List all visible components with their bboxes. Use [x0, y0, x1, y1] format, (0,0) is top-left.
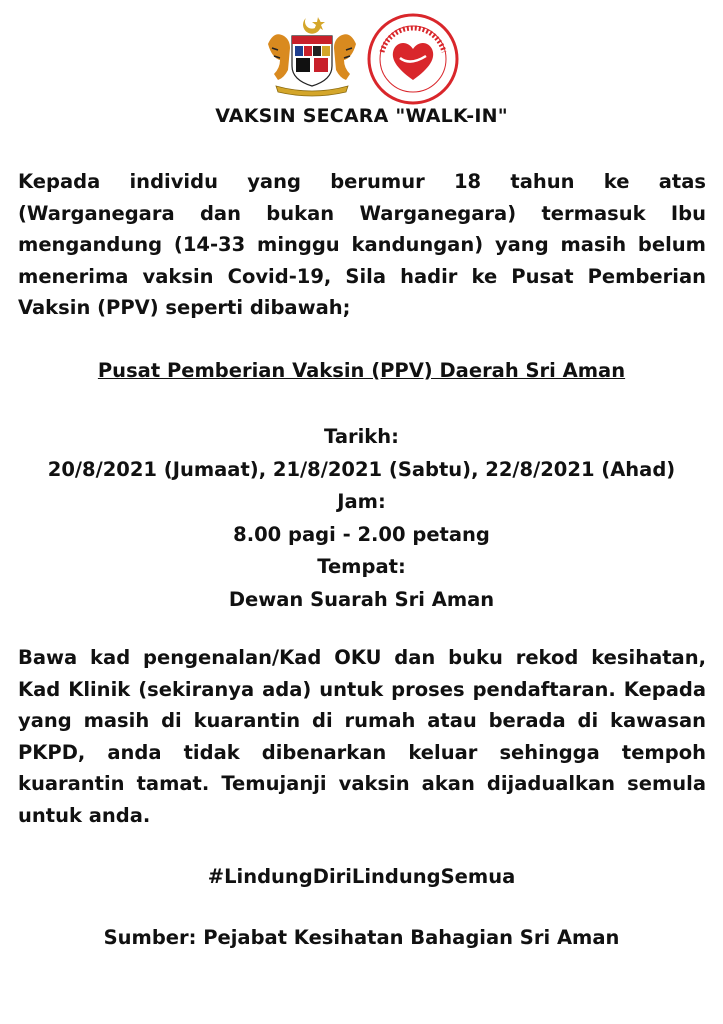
schedule-block — [0, 421, 723, 616]
kkm-logo-icon — [366, 12, 460, 106]
place-value: Dewan Suarah Sri Aman — [228, 587, 495, 611]
header-logos — [0, 8, 723, 104]
malaysia-coat-of-arms-icon — [262, 14, 362, 100]
dates-value: 20/8/2021 (Jumaat), 21/8/2021 (Sabtu), 22/8/2021 (Ahad) — [47, 457, 676, 481]
time-value: 8.00 pagi - 2.00 petang — [233, 522, 490, 546]
source-line: Sumber: Pejabat Kesihatan Bahagian Sri Aman — [103, 926, 620, 949]
time-label: Jam: — [337, 490, 386, 513]
page-title: VAKSIN SECARA "WALK-IN" — [215, 105, 508, 127]
place-label: Tempat: — [317, 555, 406, 578]
date-label: Tarikh: — [324, 425, 399, 448]
intro-paragraph: Kepada individu yang berumur 18 tahun ke atas (Warganegara dan bukan Warganegara) termasuk Ibu mengandung (14-33 minggu kandungan) yang masih belum menerima vaksin Covid-19, Sila hadir ke Pusat Pemberian Vaksin (PPV) seperti dibawah; — [18, 170, 706, 319]
instructions-paragraph: Bawa kad pengenalan/Kad OKU dan buku rekod kesihatan, Kad Klinik (sekiranya ada) untuk proses pendaftaran. Kepada yang masih di kuarantin di rumah atau berada di kawasan PKPD, anda tidak dibenarkan keluar sehingga tempoh kuarantin tamat. Temujanji vaksin akan dijadualkan semula untuk anda. — [18, 646, 706, 827]
hashtag: #LindungDiriLindungSemua — [207, 865, 516, 888]
ppv-heading: Pusat Pemberian Vaksin (PPV) Daerah Sri Aman — [97, 359, 626, 382]
